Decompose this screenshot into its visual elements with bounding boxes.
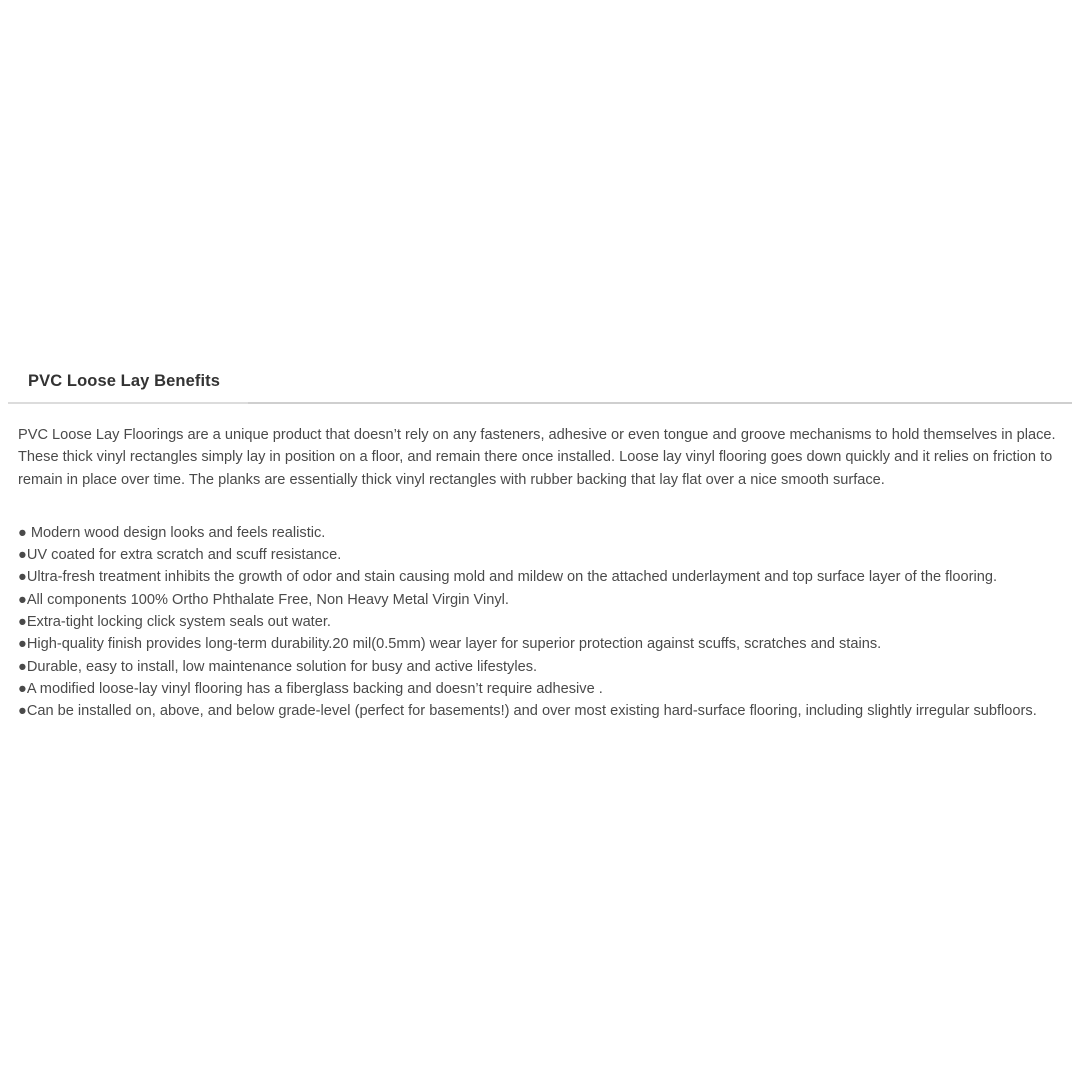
tab-bar: [8, 362, 1072, 404]
spacer: [18, 491, 1070, 522]
benefit-item: ● Modern wood design looks and feels realistic.: [18, 524, 326, 541]
benefit-item: ●Durable, easy to install, low maintenance solution for busy and active lifestyles.: [18, 658, 538, 675]
benefits-list: [18, 522, 1070, 723]
intro-paragraph: PVC Loose Lay Floorings are a unique product that doesn’t rely on any fasteners, adhesive or even tongue and groove mechanisms to hold themselves in place. These thick vinyl rectangles simply lay in position on a floor, and remain there once installed. Loose lay vinyl flooring goes down quickly and it relies on friction to remain in place over time. The planks are essentially thick vinyl rectangles with rubber backing that lay flat over a nice smooth surface.: [18, 427, 1056, 488]
benefit-item: ●Ultra-fresh treatment inhibits the growth of odor and stain causing mold and mildew on the attached underlayment and top surface layer of the flooring.: [18, 569, 998, 586]
benefit-item: ●Can be installed on, above, and below grade-level (perfect for basements!) and over most existing hard-surface flooring, including slightly irregular subfloors.: [18, 703, 1037, 720]
benefit-item: ●All components 100% Ortho Phthalate Free, Non Heavy Metal Virgin Vinyl.: [18, 591, 509, 608]
benefit-item: ●A modified loose-lay vinyl flooring has a fiberglass backing and doesn’t require adhesive .: [18, 680, 603, 697]
tab-content: [18, 424, 1070, 723]
benefit-item: ●Extra-tight locking click system seals out water.: [18, 614, 331, 631]
tab-title: PVC Loose Lay Benefits: [28, 372, 220, 390]
benefit-item: ●UV coated for extra scratch and scuff resistance.: [18, 547, 342, 564]
benefit-item: ●High-quality finish provides long-term durability.20 mil(0.5mm) wear layer for superior protection against scuffs, scratches and stains.: [18, 636, 882, 653]
tab-pvc-loose-lay-benefits[interactable]: [8, 362, 248, 404]
